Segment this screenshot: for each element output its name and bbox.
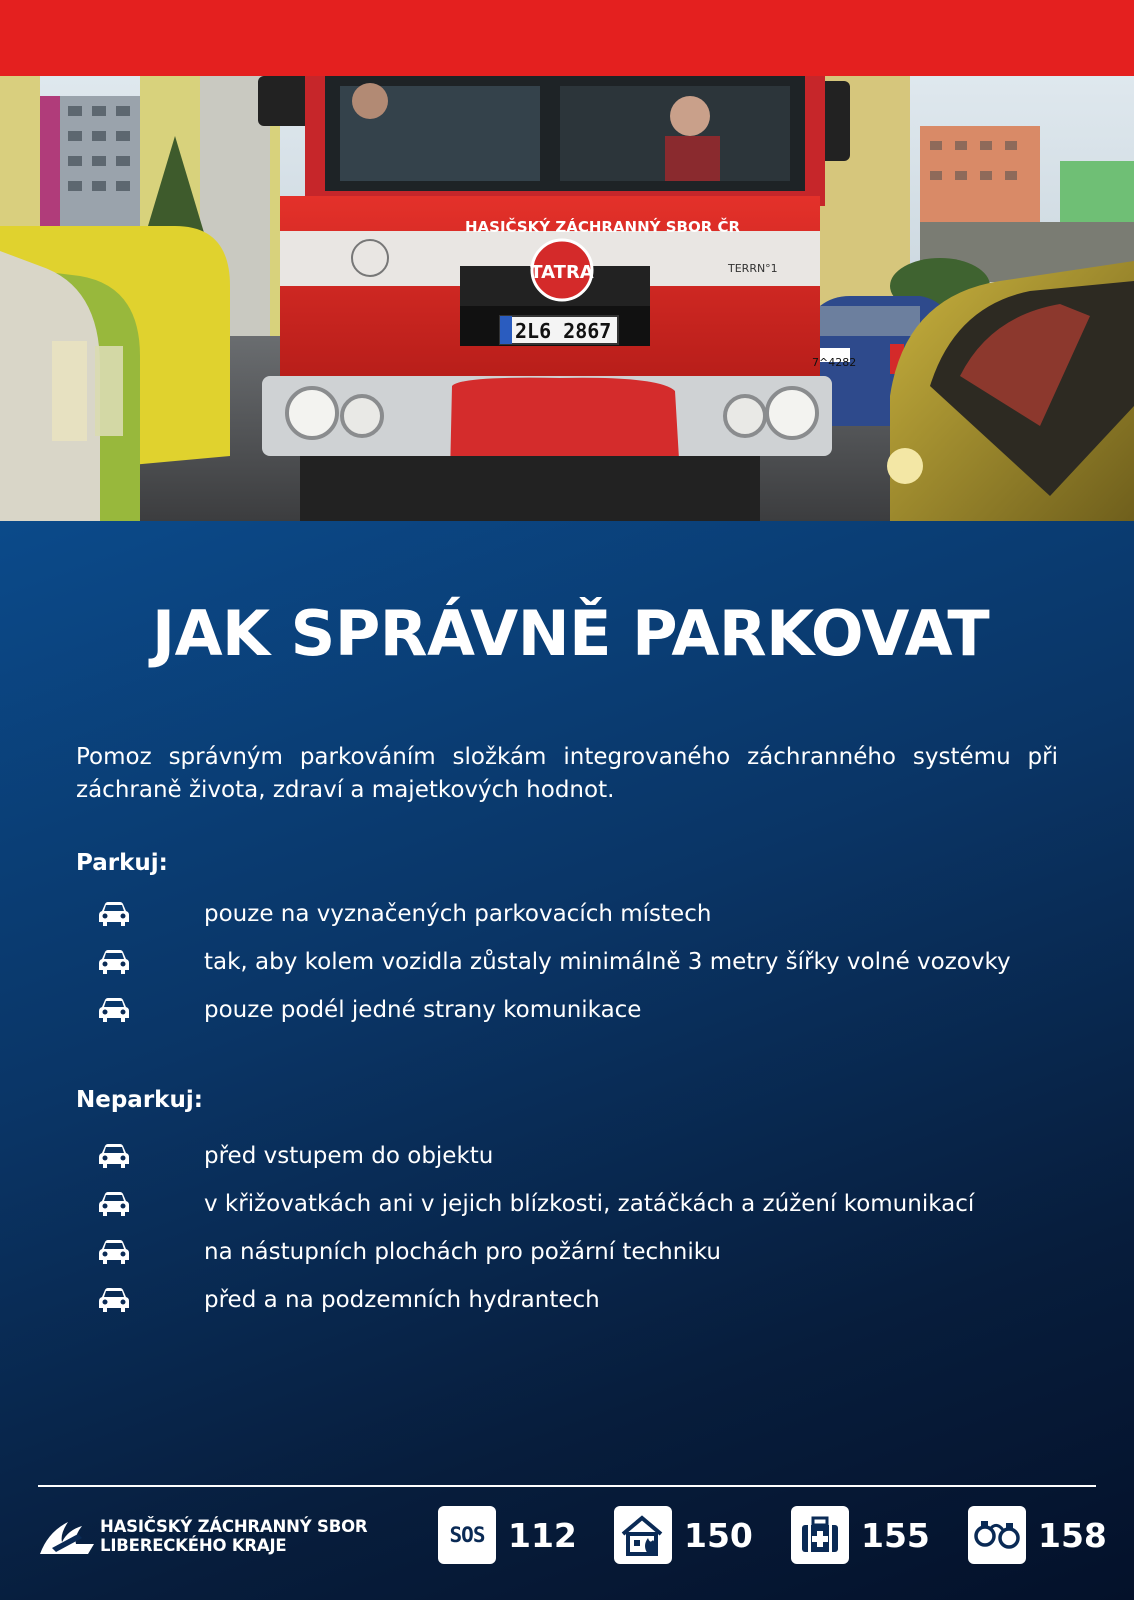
list-item-text: na nástupních plochách pro požární techniku [204, 1239, 721, 1265]
list-item-text: pouze na vyznačených parkovacích místech [204, 901, 712, 927]
top-red-bar [0, 0, 1134, 76]
logo-line-2: LIBERECKÉHO KRAJE [100, 1536, 287, 1555]
list-item [98, 1180, 974, 1228]
page-title: JAK SPRÁVNĚ PARKOVAT [152, 597, 990, 670]
handcuffs-icon [968, 1506, 1026, 1564]
car-icon [98, 997, 130, 1023]
intro-paragraph: Pomoz správným parkováním složkám integrovaného záchranného systému při záchraně života, zdraví a majetkových hodnot. [76, 744, 1058, 803]
logo-line-1: HASIČSKÝ ZÁCHRANNÝ SBOR [100, 1517, 368, 1536]
list-item-text: před vstupem do objektu [204, 1143, 494, 1169]
car-icon [98, 1143, 130, 1169]
hzs-emblem-icon [38, 1514, 96, 1558]
hzs-logo [38, 1514, 367, 1558]
footer-divider [38, 1485, 1096, 1487]
parkuj-list [98, 890, 1011, 1034]
list-item [98, 890, 1011, 938]
list-item-text: před a na podzemních hydrantech [204, 1287, 600, 1313]
emergency-155 [791, 1506, 930, 1564]
main-content [0, 521, 1134, 1600]
car-icon [98, 1191, 130, 1217]
emergency-number: 158 [1038, 1515, 1107, 1555]
emergency-150 [614, 1506, 753, 1564]
fire-house-icon [614, 1506, 672, 1564]
car-icon [98, 901, 130, 927]
sos-icon: SOS [438, 1506, 496, 1564]
fire-truck-photo [0, 76, 1134, 521]
car-icon [98, 1239, 130, 1265]
list-item [98, 938, 1011, 986]
list-item [98, 986, 1011, 1034]
emergency-158 [968, 1506, 1107, 1564]
list-item-text: v křižovatkách ani v jejich blízkosti, zatáčkách a zúžení komunikací [204, 1191, 975, 1217]
emergency-112 [438, 1506, 577, 1564]
list-item [98, 1228, 974, 1276]
svg-text:TERRN°1: TERRN°1 [728, 262, 778, 275]
list-item-text: tak, aby kolem vozidla zůstaly minimálně 3 metry šířky volné vozovky [204, 949, 1011, 975]
svg-text:HASIČSKÝ ZÁCHRANNÝ SBOR ČR: HASIČSKÝ ZÁCHRANNÝ SBOR ČR [465, 218, 741, 236]
car-icon [98, 1287, 130, 1313]
emergency-number: 150 [684, 1515, 753, 1555]
neparkuj-heading: Neparkuj: [76, 1087, 203, 1113]
svg-text:2L6 2867: 2L6 2867 [515, 319, 612, 343]
emergency-number: 155 [861, 1515, 930, 1555]
list-item [98, 1276, 974, 1324]
parkuj-heading: Parkuj: [76, 850, 168, 876]
neparkuj-list [98, 1132, 974, 1324]
car-icon [98, 949, 130, 975]
first-aid-kit-icon [791, 1506, 849, 1564]
svg-text:TATRA: TATRA [530, 262, 594, 283]
footer [0, 1506, 1134, 1568]
list-item [98, 1132, 974, 1180]
svg-text:7^4282: 7^4282 [812, 356, 857, 369]
emergency-number: 112 [508, 1515, 577, 1555]
list-item-text: pouze podél jedné strany komunikace [204, 997, 642, 1023]
